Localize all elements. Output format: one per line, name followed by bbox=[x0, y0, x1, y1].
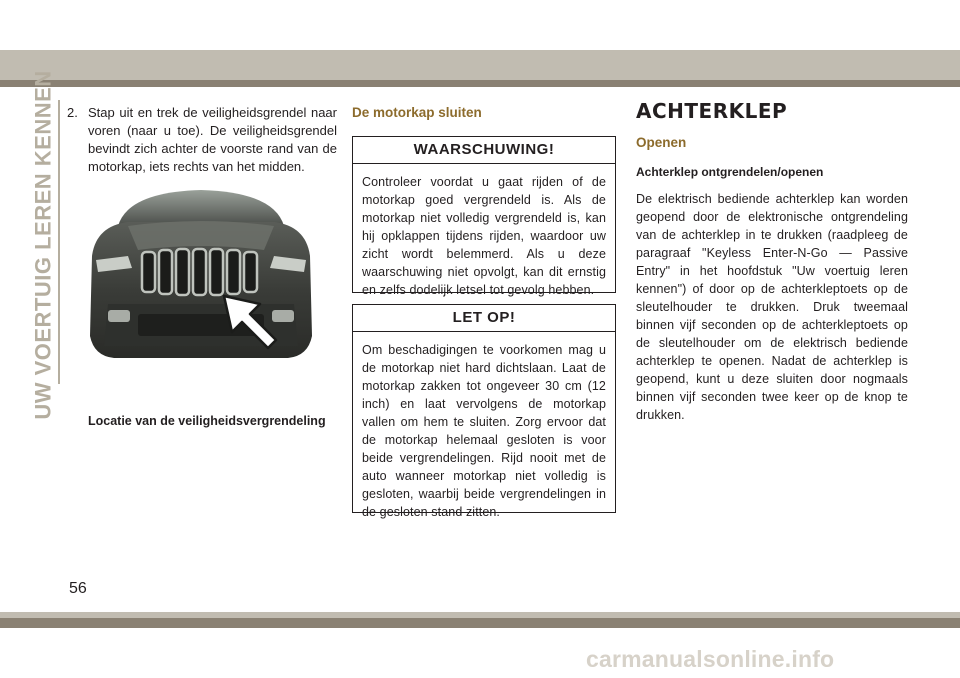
photo-caption: Locatie van de veiligheidsvergrendeling bbox=[88, 414, 326, 428]
header-band-accent bbox=[0, 80, 960, 87]
chapter-title: UW VOERTUIG LEREN KENNEN bbox=[31, 70, 57, 420]
header-band bbox=[0, 50, 960, 80]
step-number: 2. bbox=[67, 105, 78, 120]
footer-band bbox=[0, 618, 960, 628]
chapter-sidebar bbox=[31, 70, 57, 420]
section-heading-open: Openen bbox=[636, 135, 687, 150]
page-heading: ACHTERKLEP bbox=[636, 99, 788, 123]
step-text: Stap uit en trek de veiligheidsgrendel naar voren (naar u toe). De veiligheidsgrendel bevindt zich achter de voorste rand van de motorkap, iets rechts van het midden. bbox=[88, 105, 337, 174]
column-middle bbox=[352, 104, 616, 122]
subsection-heading: Achterklep ontgrendelen/openen bbox=[636, 165, 824, 179]
caution-title: LET OP! bbox=[353, 305, 615, 332]
column-right bbox=[636, 98, 908, 424]
warning-text: Controleer voordat u gaat rijden of de motorkap goed vergrendeld is. Als de motorkap niet volledig vergrendeld is, kan hij opklappen tijdens rijden, waardoor uw zicht wordt belemmerd. Als u deze waarschuwing niet opvolgt, kan dit ernstig en zelfs dodelijk letsel tot gevolg hebben. bbox=[362, 175, 606, 297]
vehicle-photo bbox=[88, 186, 314, 389]
page-number: 56 bbox=[69, 580, 87, 597]
instruction-step bbox=[67, 104, 337, 176]
vehicle-front-illustration bbox=[88, 186, 314, 389]
watermark: carmanualsonline.info bbox=[586, 646, 835, 672]
section-heading-close-hood: De motorkap sluiten bbox=[352, 105, 482, 120]
warning-box bbox=[352, 136, 616, 297]
sidebar-divider bbox=[58, 100, 60, 384]
caution-text: Om beschadigingen te voorkomen mag u de motorkap niet hard dichtslaan. Laat de motorkap zakken tot ongeveer 30 cm (12 inch) en laat vervolgens de motorkap vallen om hem te sluiten. Zorg ervoor dat de motorkap helemaal gesloten is voor beide vergrendelingen. Rijd nooit met de auto wanneer motorkap niet volledig is gesloten, waarbij beide vergrendelingen in de gesloten stand zitten. bbox=[362, 343, 606, 519]
column-left bbox=[67, 104, 337, 176]
caution-box bbox=[352, 304, 616, 519]
body-paragraph: De elektrisch bediende achterklep kan worden geopend door de elektronische ontgrendeling van de achterklep in te drukken (raadpleeg de paragraaf "Keyless Enter-N-Go — Passive Entry" in het hoofdstuk "Uw voertuig leren kennen") of door op de achterkleptoets op de sleutelhouder te drukken. Druk tweemaal binnen vijf seconden op de achterkleptoets op de sleutelhouder om de elektrisch bediende achterklep te openen. Nadat de achterklep is geopend, kunt u deze sluiten door nogmaals binnen vijf seconden twee keer op de knop te drukken. bbox=[636, 192, 908, 422]
warning-title: WAARSCHUWING! bbox=[353, 137, 615, 164]
